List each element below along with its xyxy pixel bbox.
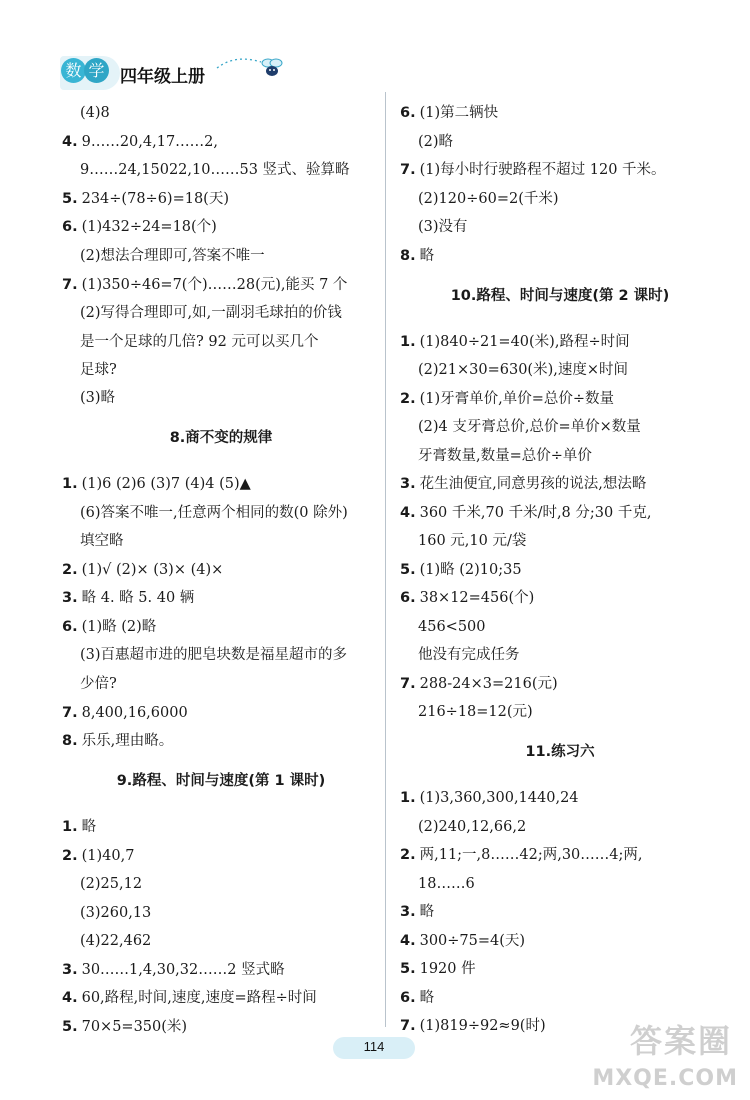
answer-text: (1)略 (2)略 bbox=[81, 619, 157, 635]
answer-text: (1)432÷24=18(个) bbox=[81, 219, 217, 235]
answer-text: 216÷18=12(元) bbox=[418, 704, 533, 720]
question-number: 6. bbox=[62, 619, 78, 635]
answer-line bbox=[62, 731, 173, 751]
question-number: 5. bbox=[62, 1019, 78, 1035]
answer-line bbox=[400, 702, 533, 722]
answer-line bbox=[62, 332, 318, 352]
answer-text: 略 bbox=[419, 904, 435, 920]
answer-text: 360 千米,70 千米/时,8 分;30 千克, bbox=[419, 505, 652, 521]
subject-char-2: 学 bbox=[84, 58, 109, 83]
question-number: 5. bbox=[400, 562, 416, 578]
answer-line bbox=[400, 160, 666, 180]
answer-text: (1)3,360,300,1440,24 bbox=[419, 790, 579, 806]
question-number: 7. bbox=[62, 705, 78, 721]
answer-line bbox=[62, 988, 317, 1008]
answer-line bbox=[62, 903, 151, 923]
watermark bbox=[592, 1016, 742, 1096]
question-number: 3. bbox=[62, 590, 78, 606]
watermark-top-text: 答案圈 bbox=[629, 1022, 732, 1060]
answer-line bbox=[62, 503, 348, 523]
answer-text: (2)略 bbox=[418, 134, 454, 150]
answer-line bbox=[62, 617, 156, 637]
answer-line bbox=[62, 388, 115, 408]
answer-text: (3)没有 bbox=[418, 219, 468, 235]
question-number: 3. bbox=[62, 962, 78, 978]
answer-text: 18……6 bbox=[418, 876, 475, 892]
answer-text: (2)想法合理即可,答案不唯一 bbox=[80, 248, 265, 264]
answer-text: (1)350÷46=7(个)……28(元),能买 7 个 bbox=[81, 277, 348, 293]
question-number: 7. bbox=[400, 676, 416, 692]
answer-text: (2)4 支牙膏总价,总价=单价×数量 bbox=[418, 419, 641, 435]
answer-text: 70×5=350(米) bbox=[81, 1019, 188, 1035]
answer-line bbox=[400, 817, 526, 837]
question-number: 2. bbox=[62, 562, 78, 578]
answer-text: 38×12=456(个) bbox=[419, 590, 535, 606]
answer-line bbox=[62, 817, 96, 837]
answer-text: 160 元,10 元/袋 bbox=[418, 533, 527, 549]
answer-text: (1)牙膏单价,单价=总价÷数量 bbox=[419, 391, 615, 407]
answer-line bbox=[62, 645, 347, 665]
question-number: 1. bbox=[400, 790, 416, 806]
question-number: 2. bbox=[400, 847, 416, 863]
answer-text: (6)答案不唯一,任意两个相同的数(0 除外) bbox=[80, 505, 348, 521]
answer-line bbox=[62, 275, 347, 295]
answer-text: 略 bbox=[419, 248, 435, 264]
answer-text: 足球? bbox=[80, 362, 117, 378]
answer-text: (2)25,12 bbox=[80, 876, 143, 892]
answer-text: (2)120÷60=2(千米) bbox=[418, 191, 559, 207]
answer-line bbox=[62, 931, 151, 951]
question-number: 5. bbox=[400, 961, 416, 977]
answer-text: (1)840÷21=40(米),路程÷时间 bbox=[419, 334, 630, 350]
question-number: 6. bbox=[400, 590, 416, 606]
watermark-bottom-text: MXQE.COM bbox=[592, 1066, 738, 1091]
answer-text: (4)8 bbox=[80, 105, 110, 121]
question-number: 6. bbox=[62, 219, 78, 235]
answer-text: 60,路程,时间,速度,速度=路程÷时间 bbox=[81, 990, 317, 1006]
question-number: 4. bbox=[400, 505, 416, 521]
question-number: 3. bbox=[400, 904, 416, 920]
answer-text: (1)819÷92≈9(时) bbox=[419, 1018, 546, 1034]
question-number: 7. bbox=[62, 277, 78, 293]
answer-text: (3)百惠超市进的肥皂块数是福星超市的多 bbox=[80, 647, 348, 663]
grade-book-title: 四年级上册 bbox=[120, 67, 205, 87]
answer-text: 乐乐,理由略。 bbox=[81, 733, 174, 749]
answer-line bbox=[62, 246, 265, 266]
answer-line bbox=[62, 674, 117, 694]
answer-line bbox=[400, 446, 592, 466]
answer-line bbox=[400, 417, 641, 437]
answer-line bbox=[62, 703, 188, 723]
answer-text: 30……1,4,30,32……2 竖式略 bbox=[81, 962, 285, 978]
section-heading: 8.商不变的规律 bbox=[169, 430, 273, 446]
answer-line bbox=[62, 189, 229, 209]
answer-text: 略 bbox=[419, 990, 435, 1006]
answer-text: 288-24×3=216(元) bbox=[419, 676, 558, 692]
question-number: 1. bbox=[400, 334, 416, 350]
answer-line bbox=[62, 531, 124, 551]
answer-text: 少倍? bbox=[80, 676, 117, 692]
answer-line bbox=[62, 103, 110, 123]
page-number: 114 bbox=[363, 1039, 385, 1054]
answer-text: (4)22,462 bbox=[80, 933, 152, 949]
question-number: 4. bbox=[62, 990, 78, 1006]
answer-text: 略 bbox=[81, 819, 97, 835]
answer-text: 两,11;一,8……42;两,30……4;两, bbox=[419, 847, 643, 863]
answer-line bbox=[62, 217, 217, 237]
answer-text: 他没有完成任务 bbox=[418, 647, 520, 663]
answer-text: 略 4. 略 5. 40 辆 bbox=[81, 590, 195, 606]
answer-line bbox=[62, 360, 117, 380]
question-number: 4. bbox=[62, 134, 78, 150]
answer-line bbox=[400, 674, 558, 694]
section-heading: 9.路程、时间与速度(第 1 课时) bbox=[116, 773, 326, 789]
question-number: 7. bbox=[400, 1018, 416, 1034]
answer-line bbox=[400, 531, 526, 551]
answer-line bbox=[400, 217, 468, 237]
question-number: 4. bbox=[400, 933, 416, 949]
answer-text: (2)21×30=630(米),速度×时间 bbox=[418, 362, 628, 378]
answer-line bbox=[62, 303, 342, 323]
answer-text: (2)写得合理即可,如,一副羽毛球拍的价钱 bbox=[80, 305, 342, 321]
answer-text: (1)每小时行驶路程不超过 120 千米。 bbox=[419, 162, 666, 178]
answer-text: 9……24,15022,10……53 竖式、验算略 bbox=[80, 162, 350, 178]
section-heading: 10.路程、时间与速度(第 2 课时) bbox=[450, 288, 670, 304]
answer-text: 填空略 bbox=[80, 533, 124, 549]
question-number: 8. bbox=[62, 733, 78, 749]
section-heading: 11.练习六 bbox=[525, 744, 595, 760]
answer-line bbox=[62, 846, 134, 866]
answer-text: (1)40,7 bbox=[81, 848, 135, 864]
book-header bbox=[60, 52, 280, 92]
dotted-trail-icon bbox=[215, 52, 265, 72]
question-number: 5. bbox=[62, 191, 78, 207]
question-number: 2. bbox=[62, 848, 78, 864]
question-number: 7. bbox=[400, 162, 416, 178]
answer-line bbox=[400, 788, 579, 808]
answer-line bbox=[400, 959, 476, 979]
subject-char-1: 数 bbox=[61, 58, 86, 83]
answer-text: (1)略 (2)10;35 bbox=[419, 562, 522, 578]
answer-line bbox=[400, 332, 630, 352]
answer-line bbox=[400, 1016, 546, 1036]
answer-text: (2)240,12,66,2 bbox=[418, 819, 527, 835]
answer-line bbox=[62, 960, 285, 980]
answer-text: 9……20,4,17……2, bbox=[81, 134, 219, 150]
answer-text: 是一个足球的几倍? 92 元可以买几个 bbox=[80, 334, 319, 350]
answer-text: 牙膏数量,数量=总价÷单价 bbox=[418, 448, 592, 464]
answer-line bbox=[400, 617, 486, 637]
answer-line bbox=[62, 132, 218, 152]
answer-line bbox=[400, 132, 453, 152]
page-number-tab bbox=[333, 1037, 415, 1059]
answer-line bbox=[62, 874, 142, 894]
answer-line bbox=[400, 902, 434, 922]
answer-line bbox=[62, 160, 350, 180]
question-number: 2. bbox=[400, 391, 416, 407]
answer-line bbox=[400, 645, 520, 665]
answer-line bbox=[62, 588, 194, 608]
answer-line bbox=[400, 588, 534, 608]
answer-line bbox=[62, 474, 251, 494]
question-number: 3. bbox=[400, 476, 416, 492]
answer-line bbox=[400, 988, 434, 1008]
answer-line bbox=[400, 103, 498, 123]
bee-icon bbox=[260, 56, 284, 80]
question-number: 1. bbox=[62, 819, 78, 835]
question-number: 6. bbox=[400, 990, 416, 1006]
answer-text: 234÷(78÷6)=18(天) bbox=[81, 191, 229, 207]
answer-line bbox=[400, 560, 522, 580]
answer-text: (1)√ (2)× (3)× (4)× bbox=[81, 562, 224, 578]
answer-text: 8,400,16,6000 bbox=[81, 705, 188, 721]
answer-text: (1)6 (2)6 (3)7 (4)4 (5)▲ bbox=[81, 476, 251, 492]
answer-line bbox=[400, 845, 643, 865]
answer-text: 花生油便宜,同意男孩的说法,想法略 bbox=[419, 476, 647, 492]
answer-line bbox=[400, 246, 434, 266]
question-number: 8. bbox=[400, 248, 416, 264]
answer-text: 456<500 bbox=[418, 619, 486, 635]
answer-line bbox=[62, 560, 223, 580]
answer-line bbox=[62, 1017, 187, 1037]
answer-line bbox=[400, 874, 475, 894]
answer-text: (1)第二辆快 bbox=[419, 105, 499, 121]
answer-text: (3)略 bbox=[80, 390, 116, 406]
answer-line bbox=[400, 503, 651, 523]
answer-line bbox=[400, 474, 646, 494]
question-number: 6. bbox=[400, 105, 416, 121]
answer-line bbox=[400, 360, 628, 380]
answer-text: 300÷75=4(天) bbox=[419, 933, 526, 949]
column-divider bbox=[385, 92, 386, 1027]
answer-text: (3)260,13 bbox=[80, 905, 152, 921]
question-number: 1. bbox=[62, 476, 78, 492]
answer-line bbox=[400, 189, 559, 209]
answer-text: 1920 件 bbox=[419, 961, 476, 977]
answer-line bbox=[400, 389, 614, 409]
answer-line bbox=[400, 931, 525, 951]
